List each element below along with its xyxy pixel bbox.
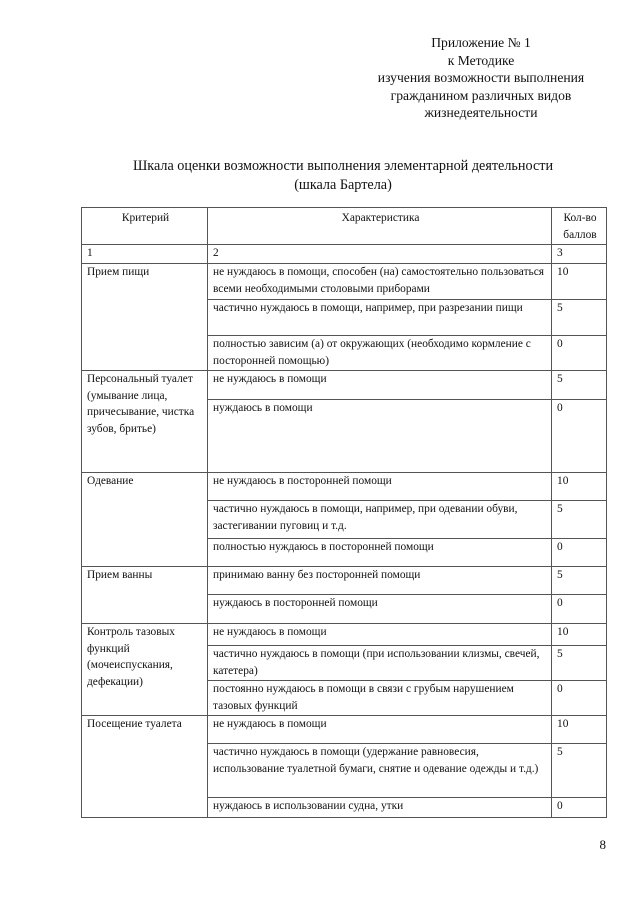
points-cell: 5 (552, 371, 607, 400)
description-cell: принимаю ванну без посторонней помощи (208, 567, 552, 595)
description-cell: не нуждаюсь в помощи (208, 624, 552, 646)
annex-line: Приложение № 1 (431, 35, 531, 50)
table-row (82, 473, 607, 501)
column-number: 1 (82, 245, 208, 264)
description-cell: не нуждаюсь в посторонней помощи (208, 473, 552, 501)
table-header-row (82, 208, 607, 245)
description-cell: не нуждаюсь в помощи (208, 716, 552, 744)
description-cell: частично нуждаюсь в помощи (удержание равновесия, использование туалетной бумаги, снятие и одевание одежды и т.д.) (208, 744, 552, 798)
points-cell: 0 (552, 798, 607, 818)
annex-line: к Методике (447, 52, 515, 68)
table-row (82, 624, 607, 646)
column-header-description: Характеристика (208, 208, 552, 245)
description-cell: частично нуждаюсь в помощи, например, при одевании обуви, застегивании пуговиц и т.д. (208, 501, 552, 539)
points-cell: 0 (552, 336, 607, 371)
criterion-cell: Контроль тазовых функций (мочеиспускания, дефекации) (82, 624, 208, 716)
column-number: 2 (208, 245, 552, 264)
points-cell: 5 (552, 567, 607, 595)
table-row (82, 567, 607, 595)
title-subline: (шкала Бартела) (294, 177, 392, 193)
description-cell: постоянно нуждаюсь в помощи в связи с грубым нарушением тазовых функций (208, 681, 552, 716)
points-cell: 5 (552, 646, 607, 681)
description-cell: нуждаюсь в посторонней помощи (208, 595, 552, 624)
description-cell: частично нуждаюсь в помощи, например, при разрезании пищи (208, 300, 552, 336)
description-cell: не нуждаюсь в помощи, способен (на) самостоятельно пользоваться всеми необходимыми столовыми приборами (208, 264, 552, 300)
description-cell: нуждаюсь в использовании судна, утки (208, 798, 552, 818)
points-cell: 10 (552, 473, 607, 501)
column-header-criterion: Критерий (82, 208, 208, 245)
points-cell: 10 (552, 624, 607, 646)
table-row (82, 371, 607, 400)
annex-line: гражданином различных видов (390, 87, 572, 103)
annex-line: жизнедеятельности (424, 105, 538, 121)
points-cell: 10 (552, 264, 607, 300)
column-number-row (82, 245, 607, 264)
criterion-cell: Одевание (82, 473, 208, 567)
points-cell: 0 (552, 539, 607, 567)
points-cell: 0 (552, 400, 607, 473)
description-cell: не нуждаюсь в помощи (208, 371, 552, 400)
table-row (82, 716, 607, 744)
document-title (60, 157, 626, 195)
column-number: 3 (552, 245, 607, 264)
criterion-cell: Посещение туалета (82, 716, 208, 818)
page-number: 8 (599, 837, 606, 852)
criterion-cell: Персональный туалет (умывание лица, причесывание, чистка зубов, бритье) (82, 371, 208, 473)
annex-header (340, 34, 622, 122)
points-cell: 5 (552, 744, 607, 798)
description-cell: частично нуждаюсь в помощи (при использовании клизмы, свечей, катетера) (208, 646, 552, 681)
description-cell: нуждаюсь в помощи (208, 400, 552, 473)
points-cell: 5 (552, 300, 607, 336)
criterion-cell: Прием ванны (82, 567, 208, 624)
title-line: Шкала оценки возможности выполнения элементарной деятельности (132, 158, 554, 174)
annex-line: изучения возможности выполнения (377, 70, 585, 86)
barthel-scale-table (81, 207, 607, 818)
points-cell: 10 (552, 716, 607, 744)
table-row (82, 264, 607, 300)
column-header-points: Кол-во баллов (552, 208, 607, 245)
description-cell: полностью зависим (а) от окружающих (необходимо кормление с посторонней помощью) (208, 336, 552, 371)
points-cell: 0 (552, 595, 607, 624)
description-cell: полностью нуждаюсь в посторонней помощи (208, 539, 552, 567)
points-cell: 5 (552, 501, 607, 539)
criterion-cell: Прием пищи (82, 264, 208, 371)
points-cell: 0 (552, 681, 607, 716)
